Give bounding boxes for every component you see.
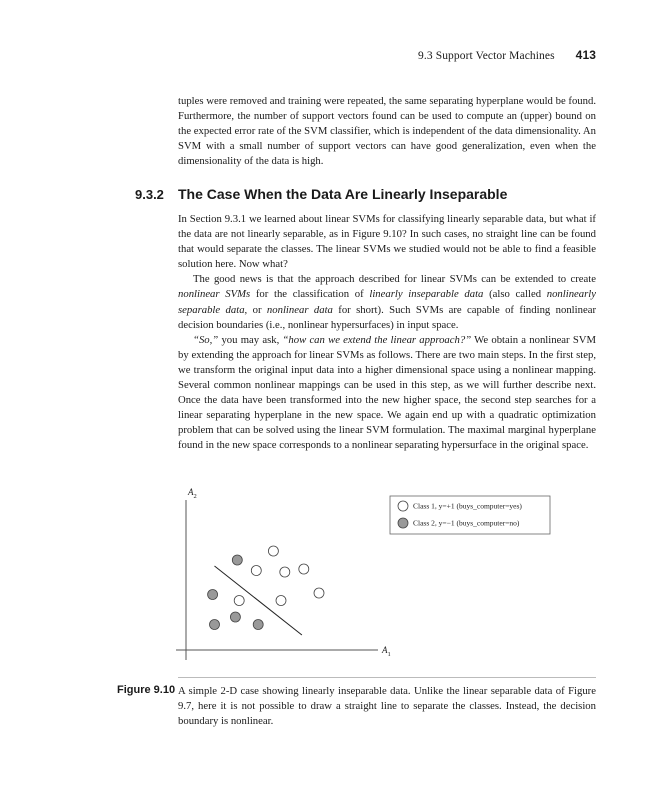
class2-point-1	[232, 555, 242, 565]
p3-text-5: for short). Such SVMs are capable of finding nonlinear decision boundaries (i.e., nonlinear hypersurfaces) in input space.	[178, 303, 597, 331]
running-header	[418, 48, 596, 62]
p3-text-2: for the classification of	[250, 288, 370, 301]
x-axis-label	[381, 645, 391, 658]
legend-label-class2: Class 2, y=−1 (buys_computer=no)	[413, 518, 520, 528]
data-points	[208, 546, 324, 630]
paragraph-1: tuples were removed and training were repeated, the same separating hyperplane would be found. Furthermore, the number of support vectors found can be used to compute an (upper) bound on the expected error rate of the SVM classifier, which is independent of the data dimensionality. An SVM with a small number of support vectors can have good generalization, even when the dimensionality of the data is high.	[178, 95, 596, 168]
quote-so: “So,”	[193, 333, 219, 346]
legend-label-class1: Class 1, y=+1 (buys_computer=yes)	[413, 501, 522, 511]
p3-text-3: (also called	[483, 288, 547, 301]
figure-rule	[178, 677, 596, 678]
class2-point-2	[208, 590, 218, 600]
class1-point-4	[299, 564, 309, 574]
class2-point-5	[253, 620, 263, 630]
p3-text-1: The good news is that the approach described for linear SVMs can be extended to create	[193, 273, 596, 286]
header-section-title: 9.3 Support Vector Machines	[418, 50, 555, 62]
paragraph-3	[178, 272, 596, 332]
section-body	[178, 212, 596, 454]
x-axis-subscript: 1	[387, 651, 391, 658]
figure-9-10-scatter	[176, 480, 596, 670]
figure-caption: A simple 2-D case showing linearly inseparable data. Unlike the linear separable data of Figure 9.7, here it is not possible to draw a straight line to separate the classes. Instead, the decision boundary is nonlinear.	[178, 685, 596, 727]
p4-text-2: We obtain a nonlinear SVM by extending the approach for linear SVMs as follows. There are two main steps. In the first step, we transform the original input data into a higher dimensional space using a nonlinear mapping. Several common nonlinear mappings can be used in this step, as we will further describe next. Once the data have been transformed into the new higher space, the second step searches for a linear separating hyperplane in the new space. We again end up with a quadratic optimization problem that can be solved using the linear SVM formulation. The maximal marginal hyperplane found in the new space corresponds to a nonlinear separating hypersurface in the original space.	[178, 333, 596, 452]
paragraph-4	[178, 333, 596, 454]
term-nonlinear-data: nonlinear data	[266, 303, 333, 316]
x-axis-letter: A	[382, 645, 388, 655]
term-linearly-inseparable-data: linearly inseparable data	[369, 288, 484, 301]
class1-point-3	[280, 567, 290, 577]
paragraph-2	[178, 212, 596, 272]
y-axis-label	[187, 487, 197, 500]
section-number: 9.3.2	[135, 187, 164, 202]
p4-text-1: you may ask,	[218, 333, 283, 346]
class1-point-1	[268, 546, 278, 556]
class1-point-2	[251, 566, 261, 576]
legend-marker-class2	[398, 518, 408, 528]
intro-paragraph	[178, 94, 596, 169]
legend-marker-class1	[398, 501, 408, 511]
y-axis-letter: A	[188, 487, 194, 497]
class2-point-4	[210, 620, 220, 630]
paragraph-2-text: In Section 9.3.1 we learned about linear SVMs for classifying linearly separable data, but what if the data are not linearly separable, as in Figure 9.10? In such cases, no straight line can be found that would separate the classes. The linear SVMs we studied would not be able to find a feasible solution here. Now what?	[178, 213, 596, 271]
legend	[390, 496, 550, 534]
quote-question: “how can we extend the linear approach?”	[282, 333, 472, 346]
term-nonlinear-svms: nonlinear SVMs	[178, 288, 251, 301]
y-axis-subscript: 2	[193, 493, 197, 500]
caption-label: Figure 9.10	[117, 684, 176, 696]
class2-point-3	[230, 612, 240, 622]
term-nonlinearly-separable-data: nonlinearly separable data	[178, 288, 596, 316]
section-title: The Case When the Data Are Linearly Inseparable	[178, 186, 508, 202]
class1-point-5	[314, 588, 324, 598]
page-number: 413	[575, 48, 596, 62]
p3-text-4: , or	[244, 303, 267, 316]
class1-point-7	[276, 596, 286, 606]
class1-point-6	[234, 596, 244, 606]
